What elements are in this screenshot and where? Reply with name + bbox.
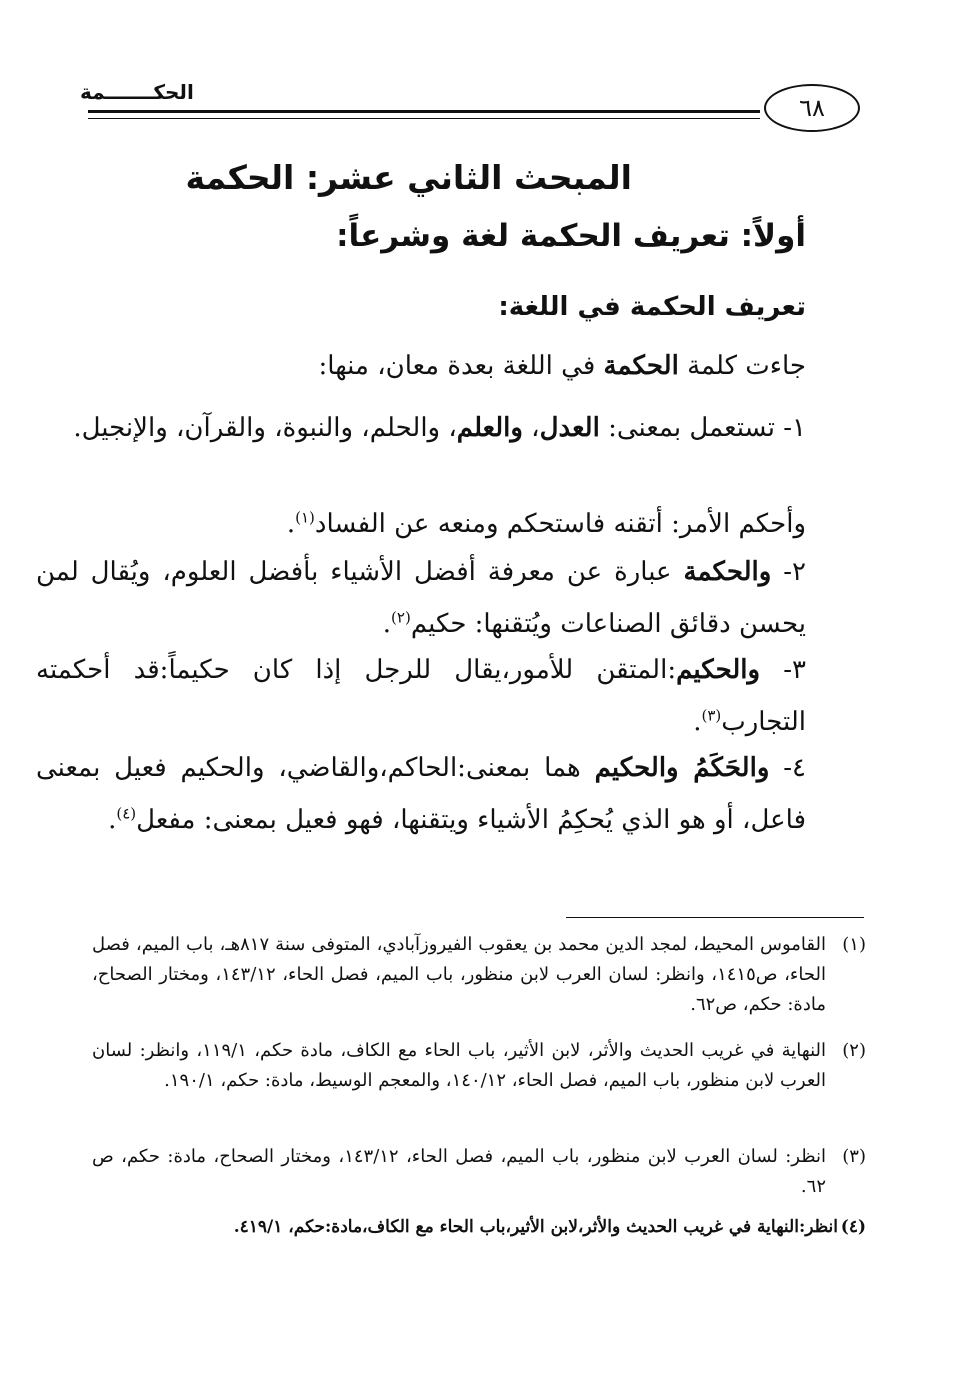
item1-bold2: والعلم <box>456 413 523 443</box>
item4-end: . <box>108 805 117 835</box>
footnote-ref-1[interactable]: (١) <box>295 508 315 527</box>
footnote-text: انظر: لسان العرب لابن منظور، باب الميم، فصل الحاء، ١٤٣/١٢، ومختار الصحاح، مادة: حكم، ص ٦٢. <box>92 1146 826 1197</box>
header-rule-thin <box>88 118 760 119</box>
item1-post: ، والحلم، والنبوة، والقرآن، والإنجيل. <box>73 413 457 443</box>
item3-end: . <box>693 707 702 737</box>
footnote-separator <box>566 917 864 918</box>
intro-pre: جاءت كلمة <box>678 351 806 381</box>
item2-bold: والحكمة <box>683 557 772 587</box>
list-item-2 <box>36 546 862 650</box>
footnote-ref-2[interactable]: (٢) <box>391 608 411 627</box>
footnote-text: القاموس المحيط، لمجد الدين محمد بن يعقوب الفيروزآبادي، المتوفى سنة ٨١٧هـ، باب الميم، فصل الحاء، ص١٤١٥، وانظر: لسان العرب لابن منظور، باب الميم، فصل الحاء، ١٤٣/١٢، ومختار الصحاح، مادة: حكم، ص٦٢. <box>92 934 826 1015</box>
item4-bold: والحَكَمُ والحكيم <box>594 753 770 783</box>
page-number-badge <box>764 84 860 132</box>
footnote-2 <box>92 1036 866 1096</box>
item1b-end: . <box>286 509 296 539</box>
item3-pre: ٣- <box>760 655 806 685</box>
intro-paragraph <box>92 340 806 392</box>
running-title: الحكـــــــمة <box>80 80 194 104</box>
intro-post: في اللغة بعدة معان، منها: <box>318 351 604 381</box>
footnote-ref-3[interactable]: (٣) <box>701 706 722 725</box>
list-item-3 <box>36 644 862 748</box>
section-heading: تعريف الحكمة في اللغة: <box>498 292 806 322</box>
footnote-ref-4[interactable]: (٤) <box>116 804 137 823</box>
footnote-1 <box>92 930 866 1020</box>
intro-bold: الحكمة <box>603 351 679 381</box>
page-number: ٦٨ <box>799 94 825 122</box>
item1-bold1: العدل <box>539 413 600 443</box>
item2-end: . <box>382 609 392 639</box>
footnote-4 <box>92 1212 866 1242</box>
item2-pre: ٢- <box>771 557 807 587</box>
item2-post: عبارة عن معرفة أفضل الأشياء بأفضل العلوم، ويُقال لمن يحسن دقائق الصناعات ويُتقنها: حكيم <box>36 557 806 639</box>
item1-mid: ، <box>522 413 540 443</box>
list-item-1-continuation <box>92 498 806 550</box>
chapter-heading: المبحث الثاني عشر: الحكمة <box>185 158 632 197</box>
footnote-number: (٣) <box>842 1146 866 1167</box>
item3-post: :المتقن للأمور،يقال للرجل إذا كان حكيماً:قد أحكمته التجارب <box>36 655 806 737</box>
list-item-4 <box>36 742 862 846</box>
item1b-text: وأحكم الأمر: أتقنه فاستحكم ومنعه عن الفساد <box>314 509 806 539</box>
footnote-3 <box>92 1142 866 1202</box>
footnote-number: (١) <box>842 934 866 955</box>
item4-post: هما بمعنى:الحاكم،والقاضي، والحكيم فعيل بمعنى فاعل، أو هو الذي يُحكِمُ الأشياء ويتقنها، فهو فعيل بمعنى: مفعل <box>36 753 806 835</box>
footnote-number: (٤) <box>840 1217 866 1237</box>
sub-heading: أولاً: تعريف الحكمة لغة وشرعاً: <box>336 218 806 254</box>
footnote-text: النهاية في غريب الحديث والأثر، لابن الأثير، باب الحاء مع الكاف، مادة حكم، ١١٩/١، وانظر: لسان العرب لابن منظور، باب الميم، فصل الحاء، ١٤٠/١٢، والمعجم الوسيط، مادة: حكم، ١٩٠/١. <box>92 1040 826 1091</box>
header-rule-thick <box>88 110 760 113</box>
footnote-text: انظر:النهاية في غريب الحديث والأثر،لابن الأثير،باب الحاء مع الكاف،مادة:حكم، ٤١٩/١. <box>233 1217 838 1237</box>
list-item-1 <box>36 402 862 454</box>
item1-pre: ١- تستعمل بمعنى: <box>599 413 806 443</box>
footnote-number: (٢) <box>842 1040 866 1061</box>
item4-pre: ٤- <box>769 753 806 783</box>
item3-bold: والحكيم <box>676 655 761 685</box>
